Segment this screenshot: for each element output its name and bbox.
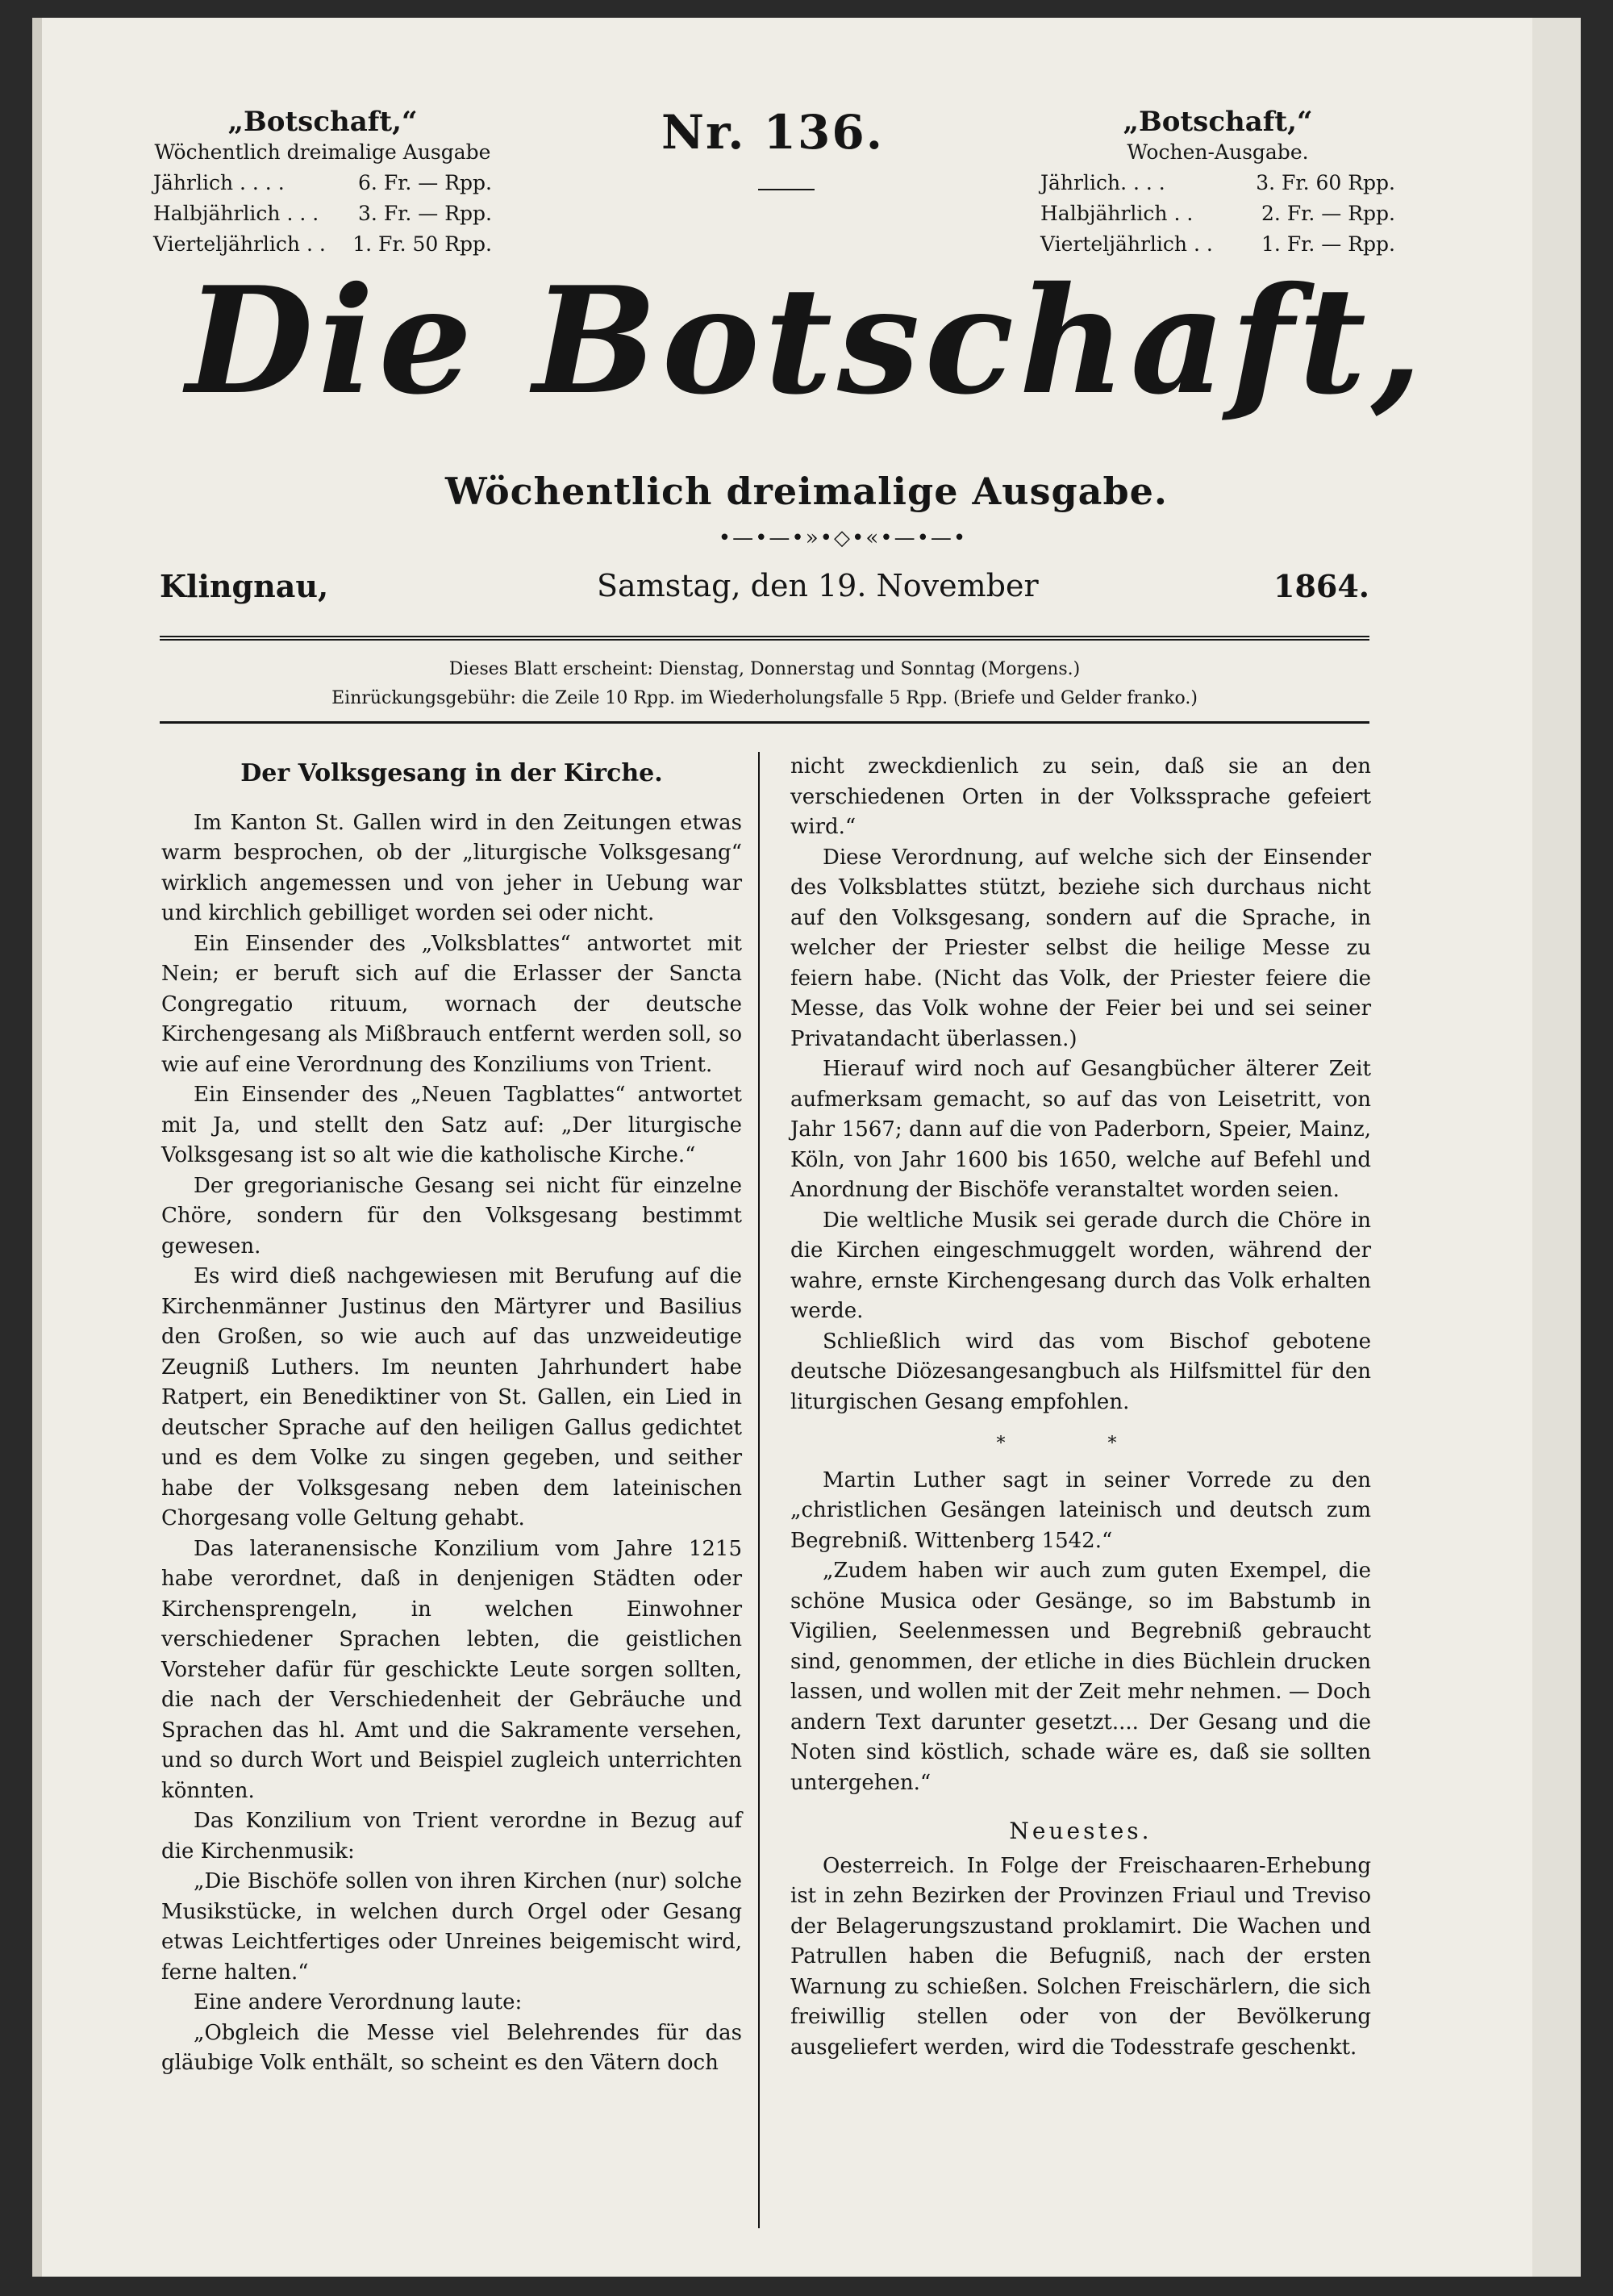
price-row: Jährlich . . . . 6. Fr. — Rpp.	[153, 171, 492, 194]
header-double-rule	[160, 636, 1369, 643]
paragraph: Im Kanton St. Gallen wird in den Zeitungen etwas warm besprochen, ob der „liturgische Volksgesang“ wirklich angemessen und von jeher in Uebung war und kirchlich gebilliget worden sei oder nicht.	[161, 810, 742, 925]
price-row: Jährlich. . . . 3. Fr. 60 Rpp.	[1040, 171, 1395, 194]
subscription-title: „Botschaft,“	[227, 106, 418, 138]
price-row: Vierteljährlich . . 1. Fr. 50 Rpp.	[153, 232, 492, 256]
masthead-title: Die Botschaft,	[185, 254, 1428, 427]
newspaper-page	[32, 18, 1581, 2277]
paragraph: Es wird dieß nachgewiesen mit Berufung auf die Kirchenmänner Justinus den Märtyrer und Basilius den Großen, so wie auch auf das unzweideutige Zeugniß Luthers. Im neunten Jahrhundert habe Ratpert, ein Benediktiner von St. Gallen, ein Lied in deutscher Sprache auf den heiligen Gallus gedichtet und es dem Volke zu singen gegeben, und seither habe der Volksgesang neben dem lateinischen Chorgesang volle Geltung gehabt.	[161, 1264, 742, 1530]
masthead-tagline: Wöchentlich dreimalige Ausgabe.	[445, 470, 1168, 513]
news-heading: Neuestes.	[1009, 1818, 1152, 1844]
paragraph: „Obgleich die Messe viel Belehrendes für das gläubige Volk enthält, so scheint es den Vätern doch	[161, 2020, 742, 2075]
subscription-title: „Botschaft,“	[1123, 106, 1313, 138]
paragraph: nicht zweckdienlich zu sein, daß sie an den verschiedenen Orten in der Volkssprache gefeiert wird.“	[790, 754, 1371, 839]
paragraph: Diese Verordnung, auf welche sich der Einsender des Volksblattes stützt, beziehe sich durchaus nicht auf den Volksgesang, sondern auf die Sprache, in welcher der Priester selbst die heilige Messe zu feiern habe. (Nicht das Volk, der Priester feiere die Messe, das Volk wohne der Feier bei und sei seiner Privatandacht überlassen.)	[790, 845, 1371, 1051]
column-divider	[758, 752, 760, 2228]
paragraph: „Zudem haben wir auch zum guten Exempel, die schöne Musica oder Gesänge, so im Babstumb in Vigilien, Seelenmessen und Begrebniß gebraucht sind, genommen, der etliche in dies Büchlein drucken lassen, und wollen mit der Zeit mehr nehmen. — Doch andern Text darunter gesetzt.... Der Gesang und die Noten sind köstlich, schade wäre es, daß sie sollten untergehen.“	[790, 1559, 1371, 1795]
dateline-year: 1864.	[1273, 568, 1369, 604]
article-heading: Der Volksgesang in der Kirche.	[240, 759, 663, 787]
notice-line: Einrückungsgebühr: die Zeile 10 Rpp. im Wiederholungsfalle 5 Rpp. (Briefe und Gelder franko.)	[331, 688, 1198, 708]
paragraph: Martin Luther sagt in seiner Vorrede zu den „christlichen Gesängen lateinisch und deutsch zum Begrebniß. Wittenberg 1542.“	[790, 1467, 1371, 1553]
price-row: Halbjährlich . . . 3. Fr. — Rpp.	[153, 202, 492, 225]
column-left	[161, 752, 742, 2079]
notice-line: Dieses Blatt erscheint: Dienstag, Donnerstag und Sonntag (Morgens.)	[448, 659, 1081, 679]
issue-number: Nr. 136.	[661, 105, 884, 160]
section-stars: * *	[996, 1434, 1165, 1454]
paragraph: Die weltliche Musik sei gerade durch die Chöre in die Kirchen eingeschmuggelt worden, während der wahre, ernste Kirchengesang durch das Volk erhalten werde.	[790, 1208, 1371, 1323]
paragraph: Ein Einsender des „Neuen Tagblattes“ antwortet mit Ja, und stellt den Satz auf: „Der liturgische Volksgesang ist so alt wie die katholische Kirche.“	[161, 1083, 742, 1167]
subscription-box-left	[153, 106, 492, 260]
paragraph: „Die Bischöfe sollen von ihren Kirchen (nur) solche Musikstücke, in welchen durch Orgel oder Gesang etwas Leichtfertiges oder Unreines beigemischt wird, ferne halten.“	[161, 1869, 742, 1985]
paragraph: Ein Einsender des „Volksblattes“ antwortet mit Nein; er beruft sich auf die Erlasser der Sancta Congregatio rituum, wornach der deutsche Kirchengesang als Mißbrauch entfernt werden soll, so wie auf eine Verordnung des Konziliums von Trient.	[161, 931, 742, 1077]
dateline-date: Samstag, den 19. November	[597, 568, 1039, 603]
paragraph: Schließlich wird das vom Bischof gebotene deutsche Diözesangesangbuch als Hilfsmittel für den liturgischen Gesang empfohlen.	[790, 1329, 1371, 1414]
paragraph: Oesterreich. In Folge der Freischaaren-Erhebung ist in zehn Bezirken der Provinzen Friaul und Treviso der Belagerungszustand proklamirt. Die Wachen und Patrullen haben die Befugniß, nach der ersten Warnung zu schießen. Solchen Freischärlern, die sich freiwillig stellen oder von der Bevölkerung ausgeliefert werden, wird die Todesstrafe geschenkt.	[790, 1853, 1371, 2060]
subscription-subtitle: Wöchentlich dreimalige Ausgabe	[154, 140, 491, 164]
paragraph: Eine andere Verordnung laute:	[194, 1990, 523, 2014]
ornament-rule: •—•—•»•◇•«•—•—•	[718, 526, 968, 550]
notice-rule	[160, 721, 1369, 724]
paragraph: Der gregorianische Gesang sei nicht für einzelne Chöre, sondern für den Volksgesang bestimmt gewesen.	[161, 1173, 742, 1259]
paragraph: Das Konzilium von Trient verordne in Bezug auf die Kirchenmusik:	[161, 1809, 742, 1864]
subscription-box-right	[1040, 106, 1395, 260]
column-right	[790, 752, 1371, 2063]
paragraph: Hierauf wird noch auf Gesangbücher älterer Zeit aufmerksam gemacht, so auf das von Leisetritt, von Jahr 1567; dann auf die von Paderborn, Speier, Mainz, Köln, von Jahr 1600 bis 1650, welche auf Befehl und Anordnung der Bischöfe veranstaltet worden seien.	[790, 1057, 1371, 1202]
subscription-subtitle: Wochen-Ausgabe.	[1127, 140, 1309, 164]
dateline-place: Klingnau,	[160, 568, 329, 604]
publication-notice	[160, 655, 1369, 713]
issue-rule	[758, 189, 815, 190]
paragraph: Das lateranensische Konzilium vom Jahre 1215 habe verordnet, daß in denjenigen Städten oder Kirchensprengeln, in welchen Einwohner verschiedener Sprachen lebten, die geistlichen Vorsteher dafür für geschickte Leute sorgen sollten, die nach der Verschiedenheit der Gebräuche und Sprachen das hl. Amt und die Sakramente versehen, und so durch Wort und Beispiel zugleich unterrichten könnten.	[161, 1536, 742, 1803]
price-row: Vierteljährlich . . 1. Fr. — Rpp.	[1040, 232, 1395, 256]
price-row: Halbjährlich . . 2. Fr. — Rpp.	[1040, 202, 1395, 225]
